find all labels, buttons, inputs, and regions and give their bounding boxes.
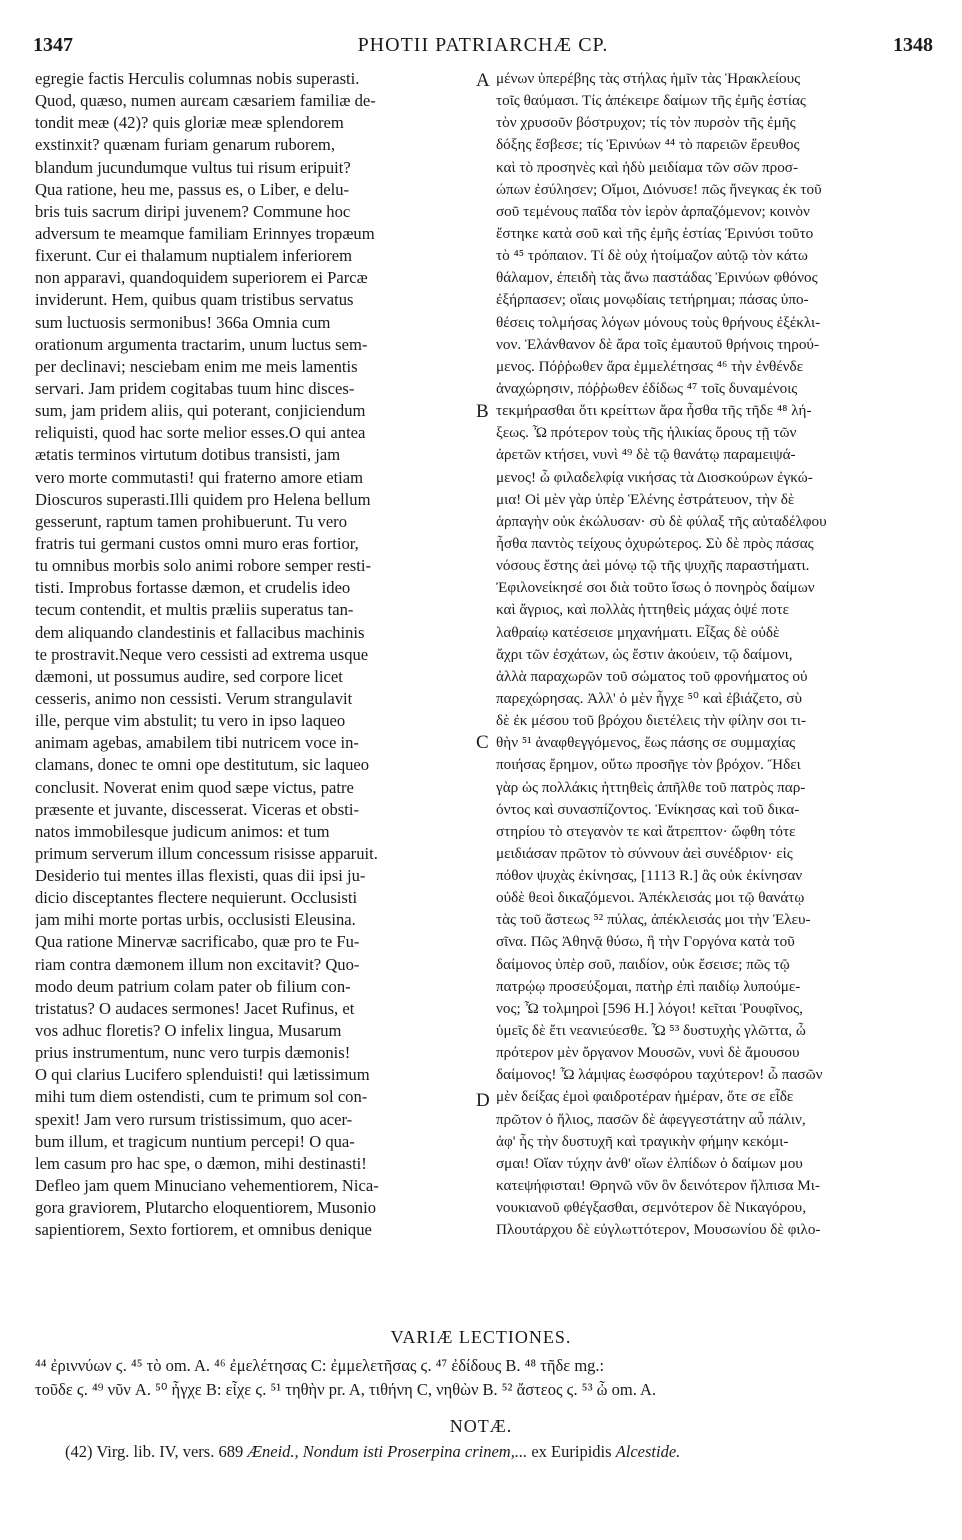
text-line: vero morte commutasti! qui fraterno amore etiam [35,467,364,487]
text-line: modo deum patrium colam pater ob filium con- [35,976,351,996]
text-line: τεκμήρασθαι ὅτι κρείττων ἄρα ἦσθα τῆς τῆδε ⁴⁸ λή- [496,402,812,420]
text-line: λαθραίῳ κατέσεισε μηχανήματι. Εἶξας δὲ οὐδὲ [496,623,780,641]
text-line: servari. Jam pridem cogitabas tuum hinc disces- [35,378,355,398]
text-line: egregie factis Herculis columnas nobis superasti. [35,69,360,88]
text-line: dem aliquando clandestinis et fallacibus machinis [35,622,365,642]
text-line: σοῦ τεμένους παῖδα τὸν ἱερὸν ἁρπαζόμενον; κοινὸν [496,202,810,220]
text-line: θάλαμον, ἐπειδὴ τὰς ἄνω παστάδας Ἐρινύων φθόνος [496,269,818,287]
text-line: natos immobilesque judicum animos: et tum [35,821,330,841]
text-line: νος; Ὦ τολμηροὶ [596 H.] λόγοι! κεῖται Ῥουφῖνος, [496,999,803,1017]
text-line: ἀρετῶν κτήσει, νυνὶ ⁴⁹ δὲ τῷ θανάτῳ παραμειψά- [496,446,796,464]
text-line: primum serverum illum concessum risisse apparuit. [35,843,378,863]
text-line: animam agebas, amabilem tibi nutricem voce in- [35,733,359,753]
text-line: ώπων ἐσύλησεν; Οἴμοι, Διόνυσε! πῶς ἤνεγκας ἐκ τοῦ [496,180,822,198]
text-line: prius instrumentum, nunc vero turpis dæmonis! [35,1043,351,1063]
text-line: jam mihi morte portas urbis, occlusisti Eleusina. [35,910,356,930]
text-line: bris tuis sacrum diripi juvenem? Commune hoc [35,201,351,221]
text-line: κατεψήφισται! Θρηνῶ νῦν ὃν δεινότερον ἤλπισα Μι- [496,1177,820,1195]
text-line: μενος! ὦ φιλαδελφίᾳ νικήσας τὰ Διοσκούρων ἐγκώ- [496,468,813,486]
text-line: τοῖς θαύμασι. Τίς ἀπέκειρε δαίμων τῆς ἐμῆς ἑστίας [496,92,806,110]
text-line: καὶ τὸ προσηνὲς καὶ ἡδὺ μειδίαμα τῶν σῶν προσ- [496,158,799,176]
text-line: tecum contendit, et multis præliis superatus tan- [35,600,354,620]
text-line: fratris tui germani custos omni muro eras fortior, [35,533,359,553]
text-line: blandum jucundumque vultus tui risum eripuit? [35,157,351,177]
text-line: τὸν χρυσοῦν βόστρυχον; τίς τὸν πυρσὸν τῆς ἐμῆς [496,114,796,132]
notae-title: NOTÆ. [449,1416,513,1436]
text-line: ξεως. Ὦ πρότερον τοὺς τῆς ἡλικίας ὅρους τῇ τῶν [496,424,797,442]
text-line: Dioscuros superasti.Illi quidem pro Helena bellum [35,489,371,509]
text-line: ἐξήρπασεν; οἵαις μονῳδίαις τετήρημαι; πάσας ὑπο- [496,291,809,309]
running-title: PHOTII PATRIARCHÆ CP. [357,34,609,56]
text-line: orationum argumenta tractarim, unum luctus sem- [35,334,368,354]
text-line: πατρῴῳ προσεύξομαι, πατὴρ ἐπὶ παιδίῳ λυπούμε- [496,977,801,995]
text-line: Qua ratione Minervæ sacrificabo, quæ pro te Fu- [35,932,360,952]
right-page-number: 1348 [893,34,933,56]
text-line: ποιήσας ἔρημον, οὕτω προσῆγε τὸν βρόχον. Ἤδει [496,756,801,774]
text-line: νόσους ἔστης ἀεὶ μόνῳ τῷ τῆς ψυχῆς παραστήματι. [496,557,810,575]
text-line: σῖνα. Πῶς Ἀθηνᾷ θύσω, ἣ τὴν Γοργόνα κατὰ τοῦ [496,933,795,951]
text-line: μενος. Πόῤῥωθεν ἄρα ἐμμελέτησας ⁴⁶ τὴν ἐνθένδε [496,357,804,375]
text-line: τὰς τοῦ ἄστεως ⁵² πύλας, ἀπέκλεισάς μοι τὴν Ἐλευ- [496,911,811,929]
text-line: sum luctuosis sermonibus! 366a Omnia cum [35,312,331,332]
text-line: ἀφ' ἧς τὴν δυστυχῆ καὶ τραγικὴν φήμην κεκόμι- [496,1132,789,1150]
text-line: μένων ὑπερέβης τὰς στήλας ἡμῖν τὰς Ἡρακλείους [496,70,801,87]
page-header [33,34,933,64]
margin-letter-c: C [476,732,489,753]
text-line: ille, perque vim abstulit; tu vero in ipso laqueo [35,711,346,731]
text-line: πρότερον μὲν ὄργανον Μουσῶν, νυνὶ δὲ ἄμουσου [496,1044,800,1062]
text-line: bum illum, et tragicum nuntium percepi! O qua- [35,1131,355,1151]
text-line: adversum te meamque familiam Erinnyes tropæum [35,223,375,243]
text-line: γὰρ ὡς πολλάκις ἡττηθεὶς ἀπῆλθε τοῦ πατρὸς παρ- [496,778,806,796]
text-line: οὐδὲ θεοὶ δικαζόμενοι. Ἀπέκλεισάς μοι τῷ θανάτῳ [496,889,805,907]
text-line: lem casum pro hac spe, o dæmon, mihi destinasti! [35,1153,367,1173]
text-line: riam contra dæmonem illum non excitavit? Quo- [35,954,360,974]
text-line: μὲν δείξας ἐμοὶ φαιδροτέραν ἡμέραν, ὅτε σε εἶδε [496,1088,794,1106]
text-line: ἦσθα παντὸς τείχους ὀχυρώτερος. Σὺ δὲ πρὸς πάσας [496,534,814,552]
variae-lectiones-line-2: τοῦδε ϛ. ⁴⁹ νῦν A. ⁵⁰ ἦγχε B: εἶχε ϛ. ⁵¹ τηθὴν pr. A, τιθήνη C, νηθὼν B. ⁵² ἄστεος ϛ. ⁵³ ὦ om. A. [35,1380,657,1399]
text-line: μειδιάσαν πρῶτον τὸ σύννουν ἀεὶ συνέδριον· εἰς [496,844,793,862]
text-line: στηρίου τὸ στεγανὸν τε καὶ ἄτρεπτον· ὤφθη τότε [496,822,796,840]
text-line: Qua ratione, heu me, passus es, o Liber, e delu- [35,179,350,199]
text-line: Defleo jam quem Minuciano vehementiorem, Nica- [35,1176,379,1196]
text-line: dicio disceptantes flectere nequierunt. Occlusisti [35,888,358,908]
text-line: gesserunt, raptum tamen prohibuerunt. Tu vero [35,511,348,531]
margin-letters [474,68,496,1111]
latin-column [35,68,473,1241]
variae-lectiones-title: VARIÆ LECTIONES. [390,1327,572,1347]
text-line: Ἐφιλονείκησέ σοι διὰ τοῦτο ἴσως ὁ πονηρὸς δαίμων [496,579,815,597]
note-prefix: (42) Virg. lib. IV, vers. 689 [65,1442,244,1461]
text-line: θὴν ⁵¹ ἀναφθεγγόμενος, ἕως πάσης σε συμμαχίας [496,734,796,752]
text-line: exstinxit? quænam furiam genarum ruborem, [35,135,335,155]
text-line: ἀναχώρησιν, πόῤῥωθεν ἐδίδως ⁴⁷ τοῖς δυναμένοις [496,379,798,397]
text-line: νον. Ἐλάνθανον δὲ ἄρα τοῖς ἐμαυτοῦ θρήνοις τηρού- [496,335,820,353]
text-line: sapientiorem, Sexto fortiorem, et omnibus denique [35,1220,372,1240]
text-line: τὸ ⁴⁵ τρόπαιον. Τί δὲ οὐχ ἡτοίμαζον αὐτῷ τὸν κάτω [496,247,808,265]
margin-letter-a: A [476,70,490,91]
text-line: παρεχώρησας. Ἀλλ' ὁ μὲν ἦγχε ⁵⁰ καὶ ἐβιάζετο, σὺ [496,689,802,707]
text-line: δαίμονος ὑπὲρ σοῦ, παιδίον, οὐκ ἔσεισε; πῶς τῷ [496,955,790,973]
text-line: ἄχρι τῶν ἐσχάτων, ὡς ἔστιν ἀκούειν, τῷ δαίμονι, [496,645,793,663]
text-line: tisti. Improbus fortasse dæmon, et crudelis ideo [35,578,351,598]
text-line: δαίμονος! Ὦ λάμψας ἑωσφόρου ταχύτερον! ὦ πασῶν [496,1066,823,1084]
note-42 [65,1442,935,1462]
text-line: gora graviorem, Plutarcho eloquentiorem, Musonio [35,1198,377,1218]
text-line: νουκιανοῦ φθέγξασθαι, σεμνότερον δὲ Νικαγόρου, [496,1199,806,1217]
note-mid: ex Euripidis [531,1442,612,1461]
text-line: δόξης ἔσβεσε; τίς Ἐρινύων ⁴⁴ τὸ παρειῶν ἔρευθος [496,136,800,154]
text-line: O qui clarius Lucifero splenduisti! qui lætissimum [35,1065,370,1085]
note-italic-end: Alcestide. [615,1442,681,1461]
text-line: te prostravit.Neque vero cessisti ad extrema usque [35,644,369,664]
text-line: πόθον ψυχὰς ἐκίνησας, [1113 R.] ἃς οὐκ ἐκίνησαν [496,867,803,885]
margin-letter-d: D [476,1090,490,1111]
text-line: ἀλλὰ παραχωρῶν τοῦ σώματος τοῦ φρονήματος οὐ [496,667,808,685]
left-page-number: 1347 [33,34,73,56]
text-line: θέσεις τολμήσας λόγων μόνους τοὺς θρήνους ἐξέκλι- [496,313,821,331]
text-line: conclusit. Noverat enim quod sæpe victus, patre [35,777,354,797]
text-line: ἔστηκε κατὰ σοῦ καὶ τῆς ἐμῆς ἑστίας Ἐρινύσι τοῦτο [496,224,814,242]
text-line: Quod, quæso, numen aurєam cæsariem familiæ de- [35,91,376,111]
text-line: tondit meæ (42)? quis gloriæ meæ splendorem [35,113,344,133]
text-line: μια! Οἱ μὲν γὰρ ὑπὲρ Ἑλένης ἐστράτευον, τὴν δὲ [496,490,795,508]
text-line: σμαι! Οἵαν τύχην ἀνθ' οἵων ἐλπίδων ὁ δαίμων μου [496,1154,803,1172]
text-line: tristatus? O audaces sermones! Jacet Rufinus, et [35,998,355,1018]
text-line: ἁρπαγὴν οὐκ ἐκώλυσαν· σὺ δὲ φύλαξ τῆς αὐταδέλφου [496,512,827,530]
greek-column [496,68,936,1241]
variae-lectiones-line-1: ⁴⁴ ἐριννύων ϛ. ⁴⁵ τὸ om. A. ⁴⁶ ἐμελέτησας C: ἐμμελετῆσας ϛ. ⁴⁷ ἐδίδους B. ⁴⁸ τῆδε mg.: [35,1356,605,1375]
text-line: tu omnibus morbis solo animi robore semper resti- [35,556,371,576]
text-line: non apparavi, quandoquidem superiorem ei Parcæ [35,268,368,288]
text-line: Πλουτάρχου δὲ εὐγλωττότερον, Μουσωνίου δὲ φιλο- [496,1221,821,1239]
text-line: vos adhuc floretis? O infelix lingua, Musarum [35,1021,342,1041]
text-line: ætatis terminos virtutum dotibus transisti, jam [35,445,341,465]
text-line: mihi tum diem ostendisti, cum te primum sol con- [35,1087,368,1107]
text-line: δὲ ἐκ μέσου τοῦ βρόχου διετέλεις τὴν φίλην σοι τι- [496,712,807,730]
margin-letter-b: B [476,401,489,422]
text-line: Desiderio tui mentes illas flexisti, quas dii ipsi ju- [35,866,366,886]
text-line: spexit! Jam vero rursum tristissimum, quo acer- [35,1109,353,1129]
text-line: cesseris, animo non cessisti. Verum strangulavit [35,688,353,708]
text-line: fixerunt. Cur ei thalamum nuptialem inferiorem [35,246,353,266]
text-line: πρῶτον ὁ ἥλιος, πασῶν δὲ ἀφεγγεστάτην αὖ πάλιν, [496,1110,806,1128]
text-line: reliquisti, quod hac sorte melior esses.O qui antea [35,423,366,443]
text-line: όντος καὶ συνασπίζοντος. Ἐνίκησας καὶ τοῦ δικα- [496,800,800,818]
text-line: ὑμεῖς δὲ ἔτι νεανιεύεσθε. Ὦ ⁵³ δυστυχὴς γλῶττα, ὦ [496,1022,806,1040]
text-line: clamans, donec te omni ope destitutum, sic laqueo [35,755,370,775]
text-line: καὶ ἄγριος, καὶ πολλὰς ἡττηθεὶς μάχας ὀψέ ποτε [496,601,789,619]
text-line: per declinavi; nesciebam enim me meis lamentis [35,356,358,376]
text-line: sum, jam pridem aliis, qui poterant, conjiciendum [35,401,366,421]
text-line: inviderunt. Hem, quibus quam tristibus servatus [35,290,354,310]
text-line: præsente et juvante, discesserat. Viceras et obsti- [35,799,360,819]
note-italic: Æneid., Nondum isti Proserpina crinem,... [247,1442,528,1461]
text-line: dæmoni, ut possumus audire, sed corpore licet [35,666,343,686]
